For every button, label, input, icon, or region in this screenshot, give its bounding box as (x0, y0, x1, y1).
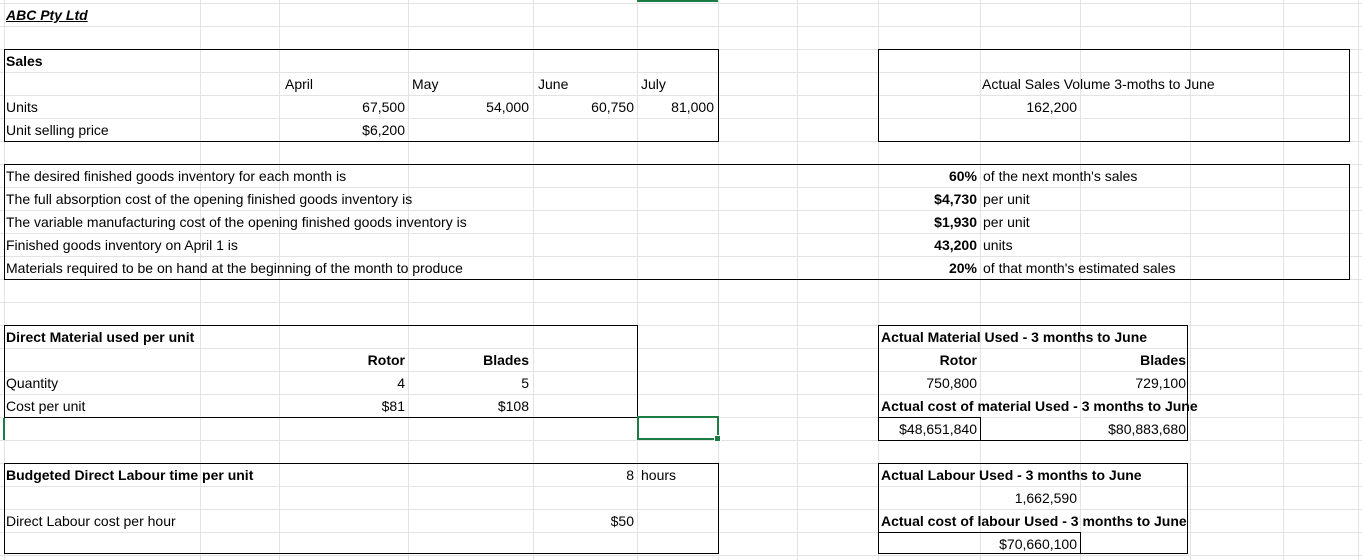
actual-labour-cost[interactable]: $70,660,100 (999, 536, 1077, 552)
units-june[interactable]: 60,750 (591, 99, 634, 115)
blades-quantity[interactable]: 5 (521, 375, 529, 391)
company-title: ABC Pty Ltd (6, 7, 88, 23)
inventory-line[interactable]: The desired finished goods inventory for each month is (6, 168, 347, 184)
actual-sales-title[interactable]: Actual Sales Volume 3-moths to June (982, 76, 1215, 92)
labour-cost[interactable]: $50 (610, 513, 634, 529)
inventory-line[interactable]: Materials required to be on hand at the beginning of the month to produce (6, 260, 463, 276)
actual-material-title[interactable]: Actual Material Used - 3 months to June (881, 329, 1148, 345)
blades-header[interactable]: Blades (483, 352, 529, 368)
gridline (0, 555, 1362, 556)
sales-heading: Sales (6, 53, 43, 69)
gridline (1358, 0, 1359, 560)
price-label[interactable]: Unit selling price (6, 122, 109, 138)
inventory-line[interactable]: The full absorption cost of the opening finished goods inventory is (6, 191, 413, 207)
inventory-value[interactable]: 60% (948, 168, 977, 184)
blades-cost[interactable]: $108 (497, 398, 529, 414)
actual-labour-value[interactable]: 1,662,590 (1014, 490, 1077, 506)
gridline (0, 3, 1362, 4)
month-june[interactable]: June (538, 76, 569, 92)
actual-sales-box (878, 49, 1350, 142)
inventory-line[interactable]: The variable manufacturing cost of the opening finished goods inventory is (6, 214, 467, 230)
inventory-suffix[interactable]: of that month's estimated sales (983, 260, 1176, 276)
unit-price[interactable]: $6,200 (362, 122, 405, 138)
units-may[interactable]: 54,000 (486, 99, 529, 115)
inventory-line[interactable]: Finished goods inventory on April 1 is (6, 237, 238, 253)
actual-labour-title[interactable]: Actual Labour Used - 3 months to June (881, 467, 1142, 483)
inventory-value[interactable]: 20% (948, 260, 977, 276)
labour-time[interactable]: 8 (626, 467, 634, 483)
inventory-suffix[interactable]: of the next month's sales (983, 168, 1138, 184)
inventory-value[interactable]: $4,730 (934, 191, 977, 207)
selected-cell[interactable] (637, 416, 719, 440)
inventory-suffix[interactable]: per unit (983, 191, 1030, 207)
gridline (0, 302, 1362, 303)
month-july[interactable]: July (641, 76, 666, 92)
rotor-header[interactable]: Rotor (367, 352, 405, 368)
rotor-quantity[interactable]: 4 (397, 375, 405, 391)
labour-time-unit[interactable]: hours (641, 467, 677, 483)
rotor-cost[interactable]: $81 (381, 398, 405, 414)
actual-sales-value[interactable]: 162,200 (1026, 99, 1077, 115)
quantity-label[interactable]: Quantity (6, 375, 59, 391)
actual-rotor-cost[interactable]: $48,651,840 (899, 421, 977, 437)
gridline (0, 26, 1362, 27)
month-april[interactable]: April (285, 76, 314, 92)
column-highlight (637, 0, 718, 2)
inventory-suffix[interactable]: per unit (983, 214, 1030, 230)
actual-labour-cost-title[interactable]: Actual cost of labour Used - 3 months to June (881, 513, 1187, 529)
cell-cursor (3, 418, 5, 440)
direct-material-heading[interactable]: Direct Material used per unit (6, 329, 195, 345)
units-july[interactable]: 81,000 (671, 99, 714, 115)
actual-rotor-header[interactable]: Rotor (939, 352, 977, 368)
month-may[interactable]: May (412, 76, 439, 92)
labour-cost-label[interactable]: Direct Labour cost per hour (6, 513, 176, 529)
labour-heading[interactable]: Budgeted Direct Labour time per unit (6, 467, 254, 483)
units-label[interactable]: Units (6, 99, 38, 115)
actual-material-cost-title[interactable]: Actual cost of material Used - 3 months to June (881, 398, 1198, 414)
inventory-value[interactable]: 43,200 (934, 237, 977, 253)
actual-blades-used[interactable]: 729,100 (1135, 375, 1186, 391)
gridline (797, 0, 798, 560)
actual-blades-cost[interactable]: $80,883,680 (1108, 421, 1186, 437)
actual-blades-header[interactable]: Blades (1140, 352, 1186, 368)
inventory-value[interactable]: $1,930 (934, 214, 977, 230)
cost-per-unit-label[interactable]: Cost per unit (6, 398, 86, 414)
units-april[interactable]: 67,500 (362, 99, 405, 115)
actual-rotor-used[interactable]: 750,800 (926, 375, 977, 391)
inventory-suffix[interactable]: units (983, 237, 1013, 253)
